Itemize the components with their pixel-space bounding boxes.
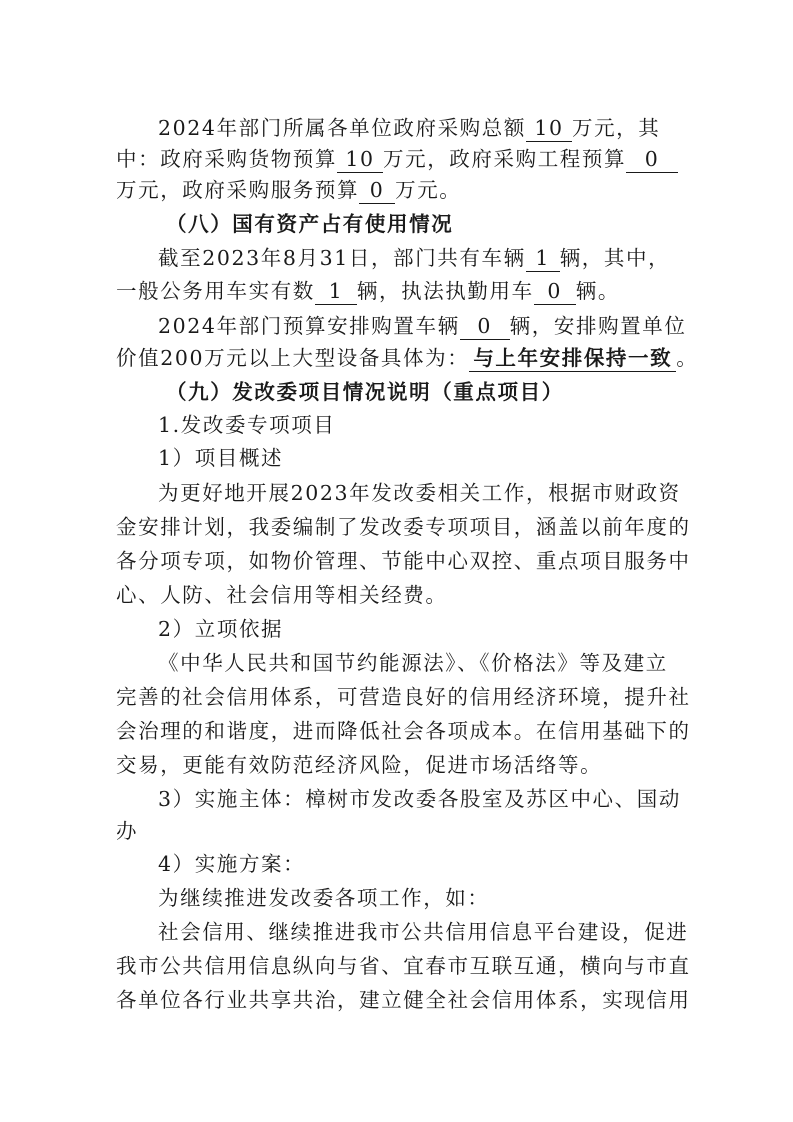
procurement-text: 万元。 bbox=[395, 178, 462, 202]
purchase-vehicle-value: 0 bbox=[460, 313, 510, 340]
procurement-line-2 bbox=[116, 142, 676, 176]
purchase-text: 。 bbox=[676, 346, 699, 370]
overview-line: 各分项专项，如物价管理、节能中心双控、重点项目服务中 bbox=[116, 549, 691, 573]
overview-line: 为更好地开展2023年发改委相关工作，根据市财政资 bbox=[158, 481, 681, 505]
purchase-text: 辆，安排购置单位 bbox=[509, 314, 687, 338]
vehicles-line-1 bbox=[158, 241, 718, 275]
procurement-line-3 bbox=[116, 173, 676, 207]
procurement-text: 中：政府采购货物预算 bbox=[116, 147, 337, 171]
official-vehicle-value: 1 bbox=[315, 278, 357, 305]
procurement-total-value: 10 bbox=[526, 115, 572, 142]
procurement-text: 2024年部门所属各单位政府采购总额 bbox=[158, 116, 526, 140]
goods-budget-value: 10 bbox=[337, 146, 383, 173]
basis-line: 完善的社会信用体系，可营造良好的信用经济环境，提升社 bbox=[116, 685, 691, 709]
basis-line: 《中华人民共和国节约能源法》、《价格法》等及建立 bbox=[158, 651, 668, 675]
procurement-text: 万元，政府采购服务预算 bbox=[116, 178, 360, 202]
vehicles-text: 辆。 bbox=[575, 279, 620, 303]
subsection-4-title: 4）实施方案： bbox=[158, 852, 306, 876]
basis-line: 交易，更能有效防范经济风险，促进市场活络等。 bbox=[116, 753, 603, 777]
procurement-line-1 bbox=[158, 111, 718, 145]
plan-line: 我市公共信用信息纵向与省、宜春市互联互通，横向与市直 bbox=[116, 954, 691, 978]
vehicles-text: 截至2023年8月31日，部门共有车辆 bbox=[158, 246, 526, 270]
subsection-2-title: 2）立项依据 bbox=[158, 617, 284, 641]
vehicle-count-value: 1 bbox=[526, 245, 560, 272]
procurement-text: 万元，政府采购工程预算 bbox=[383, 147, 627, 171]
item-1: 1.发改委专项项目 bbox=[158, 413, 336, 437]
subsection-3-line: 办 bbox=[116, 819, 139, 843]
plan-line: 各单位各行业共享共治，建立健全社会信用体系，实现信用 bbox=[116, 988, 691, 1012]
procurement-text: 万元，其 bbox=[571, 116, 661, 140]
basis-line: 会治理的和谐度，进而降低社会各项成本。在信用基础下的 bbox=[116, 719, 691, 743]
overview-line: 心、人防、社会信用等相关经费。 bbox=[116, 583, 448, 607]
overview-line: 金安排计划，我委编制了发改委专项项目，涵盖以前年度的 bbox=[116, 515, 691, 539]
section-heading-8: （八）国有资产占有使用情况 bbox=[166, 212, 454, 236]
purchase-line-1 bbox=[158, 309, 718, 343]
enforcement-vehicle-value: 0 bbox=[534, 278, 576, 305]
plan-line: 社会信用、继续推进我市公共信用信息平台建设，促进 bbox=[158, 920, 689, 944]
equipment-value: 与上年安排保持一致 bbox=[469, 345, 676, 372]
subsection-3-line: 3）实施主体：樟树市发改委各股室及苏区中心、国动 bbox=[158, 787, 681, 811]
vehicles-text: 辆，其中， bbox=[559, 246, 671, 270]
purchase-line-2 bbox=[116, 341, 699, 375]
vehicles-text: 辆，执法执勤用车 bbox=[356, 279, 534, 303]
purchase-text: 价值200万元以上大型设备具体为： bbox=[116, 346, 470, 370]
works-budget-value: 0 bbox=[626, 146, 678, 173]
purchase-text: 2024年部门预算安排购置车辆 bbox=[158, 314, 460, 338]
section-heading-9: （九）发改委项目情况说明（重点项目） bbox=[166, 380, 564, 404]
plan-intro: 为继续推进发改委各项工作，如： bbox=[158, 886, 490, 910]
vehicles-line-2 bbox=[116, 274, 676, 308]
subsection-1-title: 1）项目概述 bbox=[158, 446, 284, 470]
services-budget-value: 0 bbox=[359, 177, 395, 204]
vehicles-text: 一般公务用车实有数 bbox=[116, 279, 315, 303]
